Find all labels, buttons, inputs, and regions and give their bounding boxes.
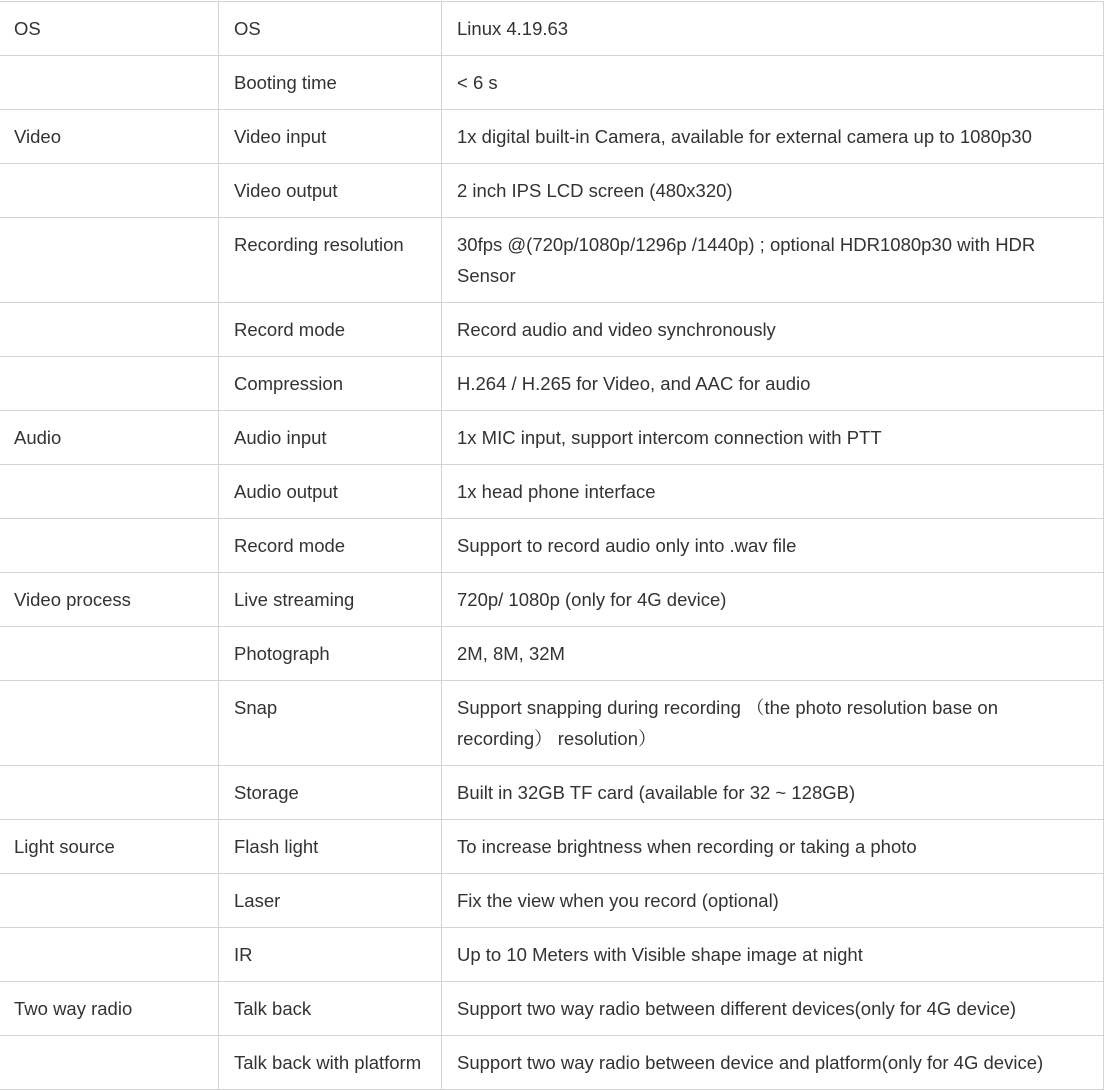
value-cell: Linux 4.19.63 xyxy=(442,2,1104,56)
value-cell: Support snapping during recording （the photo resolution base on recording） resolution） xyxy=(442,681,1104,766)
feature-cell: Live streaming xyxy=(219,573,442,627)
category-cell: Light source xyxy=(0,820,219,874)
feature-cell: Flash light xyxy=(219,820,442,874)
category-cell xyxy=(0,218,219,303)
table-row xyxy=(0,411,1104,465)
category-cell xyxy=(0,1036,219,1090)
category-cell xyxy=(0,357,219,411)
value-cell: Support two way radio between different devices(only for 4G device) xyxy=(442,982,1104,1036)
category-cell: OS xyxy=(0,2,219,56)
table-row xyxy=(0,2,1104,56)
category-cell xyxy=(0,519,219,573)
table-row xyxy=(0,1036,1104,1090)
feature-cell: Video input xyxy=(219,110,442,164)
table-row xyxy=(0,874,1104,928)
feature-cell: Audio output xyxy=(219,465,442,519)
feature-cell: Photograph xyxy=(219,627,442,681)
category-cell xyxy=(0,681,219,766)
value-cell: < 6 s xyxy=(442,56,1104,110)
value-cell: 2M, 8M, 32M xyxy=(442,627,1104,681)
value-cell: Record audio and video synchronously xyxy=(442,303,1104,357)
value-cell: Support two way radio between device and platform(only for 4G device) xyxy=(442,1036,1104,1090)
feature-cell: Audio input xyxy=(219,411,442,465)
table-row xyxy=(0,766,1104,820)
category-cell xyxy=(0,627,219,681)
table-row xyxy=(0,519,1104,573)
value-cell: Built in 32GB TF card (available for 32 ~ 128GB) xyxy=(442,766,1104,820)
feature-cell: Record mode xyxy=(219,303,442,357)
category-cell: Video xyxy=(0,110,219,164)
category-cell xyxy=(0,766,219,820)
feature-cell: Recording resolution xyxy=(219,218,442,303)
value-cell: Support to record audio only into .wav file xyxy=(442,519,1104,573)
value-cell: 2 inch IPS LCD screen (480x320) xyxy=(442,164,1104,218)
feature-cell: IR xyxy=(219,928,442,982)
category-cell: Video process xyxy=(0,573,219,627)
value-cell: H.264 / H.265 for Video, and AAC for audio xyxy=(442,357,1104,411)
category-cell xyxy=(0,874,219,928)
table-row xyxy=(0,357,1104,411)
value-cell: 1x head phone interface xyxy=(442,465,1104,519)
table-row xyxy=(0,627,1104,681)
table-row xyxy=(0,465,1104,519)
value-cell: Fix the view when you record (optional) xyxy=(442,874,1104,928)
value-cell: Up to 10 Meters with Visible shape image at night xyxy=(442,928,1104,982)
value-cell: To increase brightness when recording or taking a photo xyxy=(442,820,1104,874)
feature-cell: Compression xyxy=(219,357,442,411)
table-row xyxy=(0,982,1104,1036)
category-cell: Two way radio xyxy=(0,982,219,1036)
value-cell: 30fps @(720p/1080p/1296p /1440p) ; optional HDR1080p30 with HDR Sensor xyxy=(442,218,1104,303)
category-cell xyxy=(0,164,219,218)
table-row xyxy=(0,820,1104,874)
category-cell: Audio xyxy=(0,411,219,465)
feature-cell: Record mode xyxy=(219,519,442,573)
spec-table-body xyxy=(0,2,1104,1090)
table-row xyxy=(0,928,1104,982)
feature-cell: Laser xyxy=(219,874,442,928)
category-cell xyxy=(0,56,219,110)
table-row xyxy=(0,56,1104,110)
value-cell: 720p/ 1080p (only for 4G device) xyxy=(442,573,1104,627)
table-row xyxy=(0,110,1104,164)
value-cell: 1x MIC input, support intercom connection with PTT xyxy=(442,411,1104,465)
value-cell: 1x digital built-in Camera, available for external camera up to 1080p30 xyxy=(442,110,1104,164)
category-cell xyxy=(0,928,219,982)
table-row xyxy=(0,573,1104,627)
feature-cell: OS xyxy=(219,2,442,56)
category-cell xyxy=(0,465,219,519)
table-row xyxy=(0,303,1104,357)
feature-cell: Talk back with platform xyxy=(219,1036,442,1090)
table-row xyxy=(0,681,1104,766)
spec-table xyxy=(0,1,1104,1090)
feature-cell: Booting time xyxy=(219,56,442,110)
table-row xyxy=(0,218,1104,303)
category-cell xyxy=(0,303,219,357)
feature-cell: Talk back xyxy=(219,982,442,1036)
feature-cell: Video output xyxy=(219,164,442,218)
table-row xyxy=(0,164,1104,218)
feature-cell: Snap xyxy=(219,681,442,766)
feature-cell: Storage xyxy=(219,766,442,820)
